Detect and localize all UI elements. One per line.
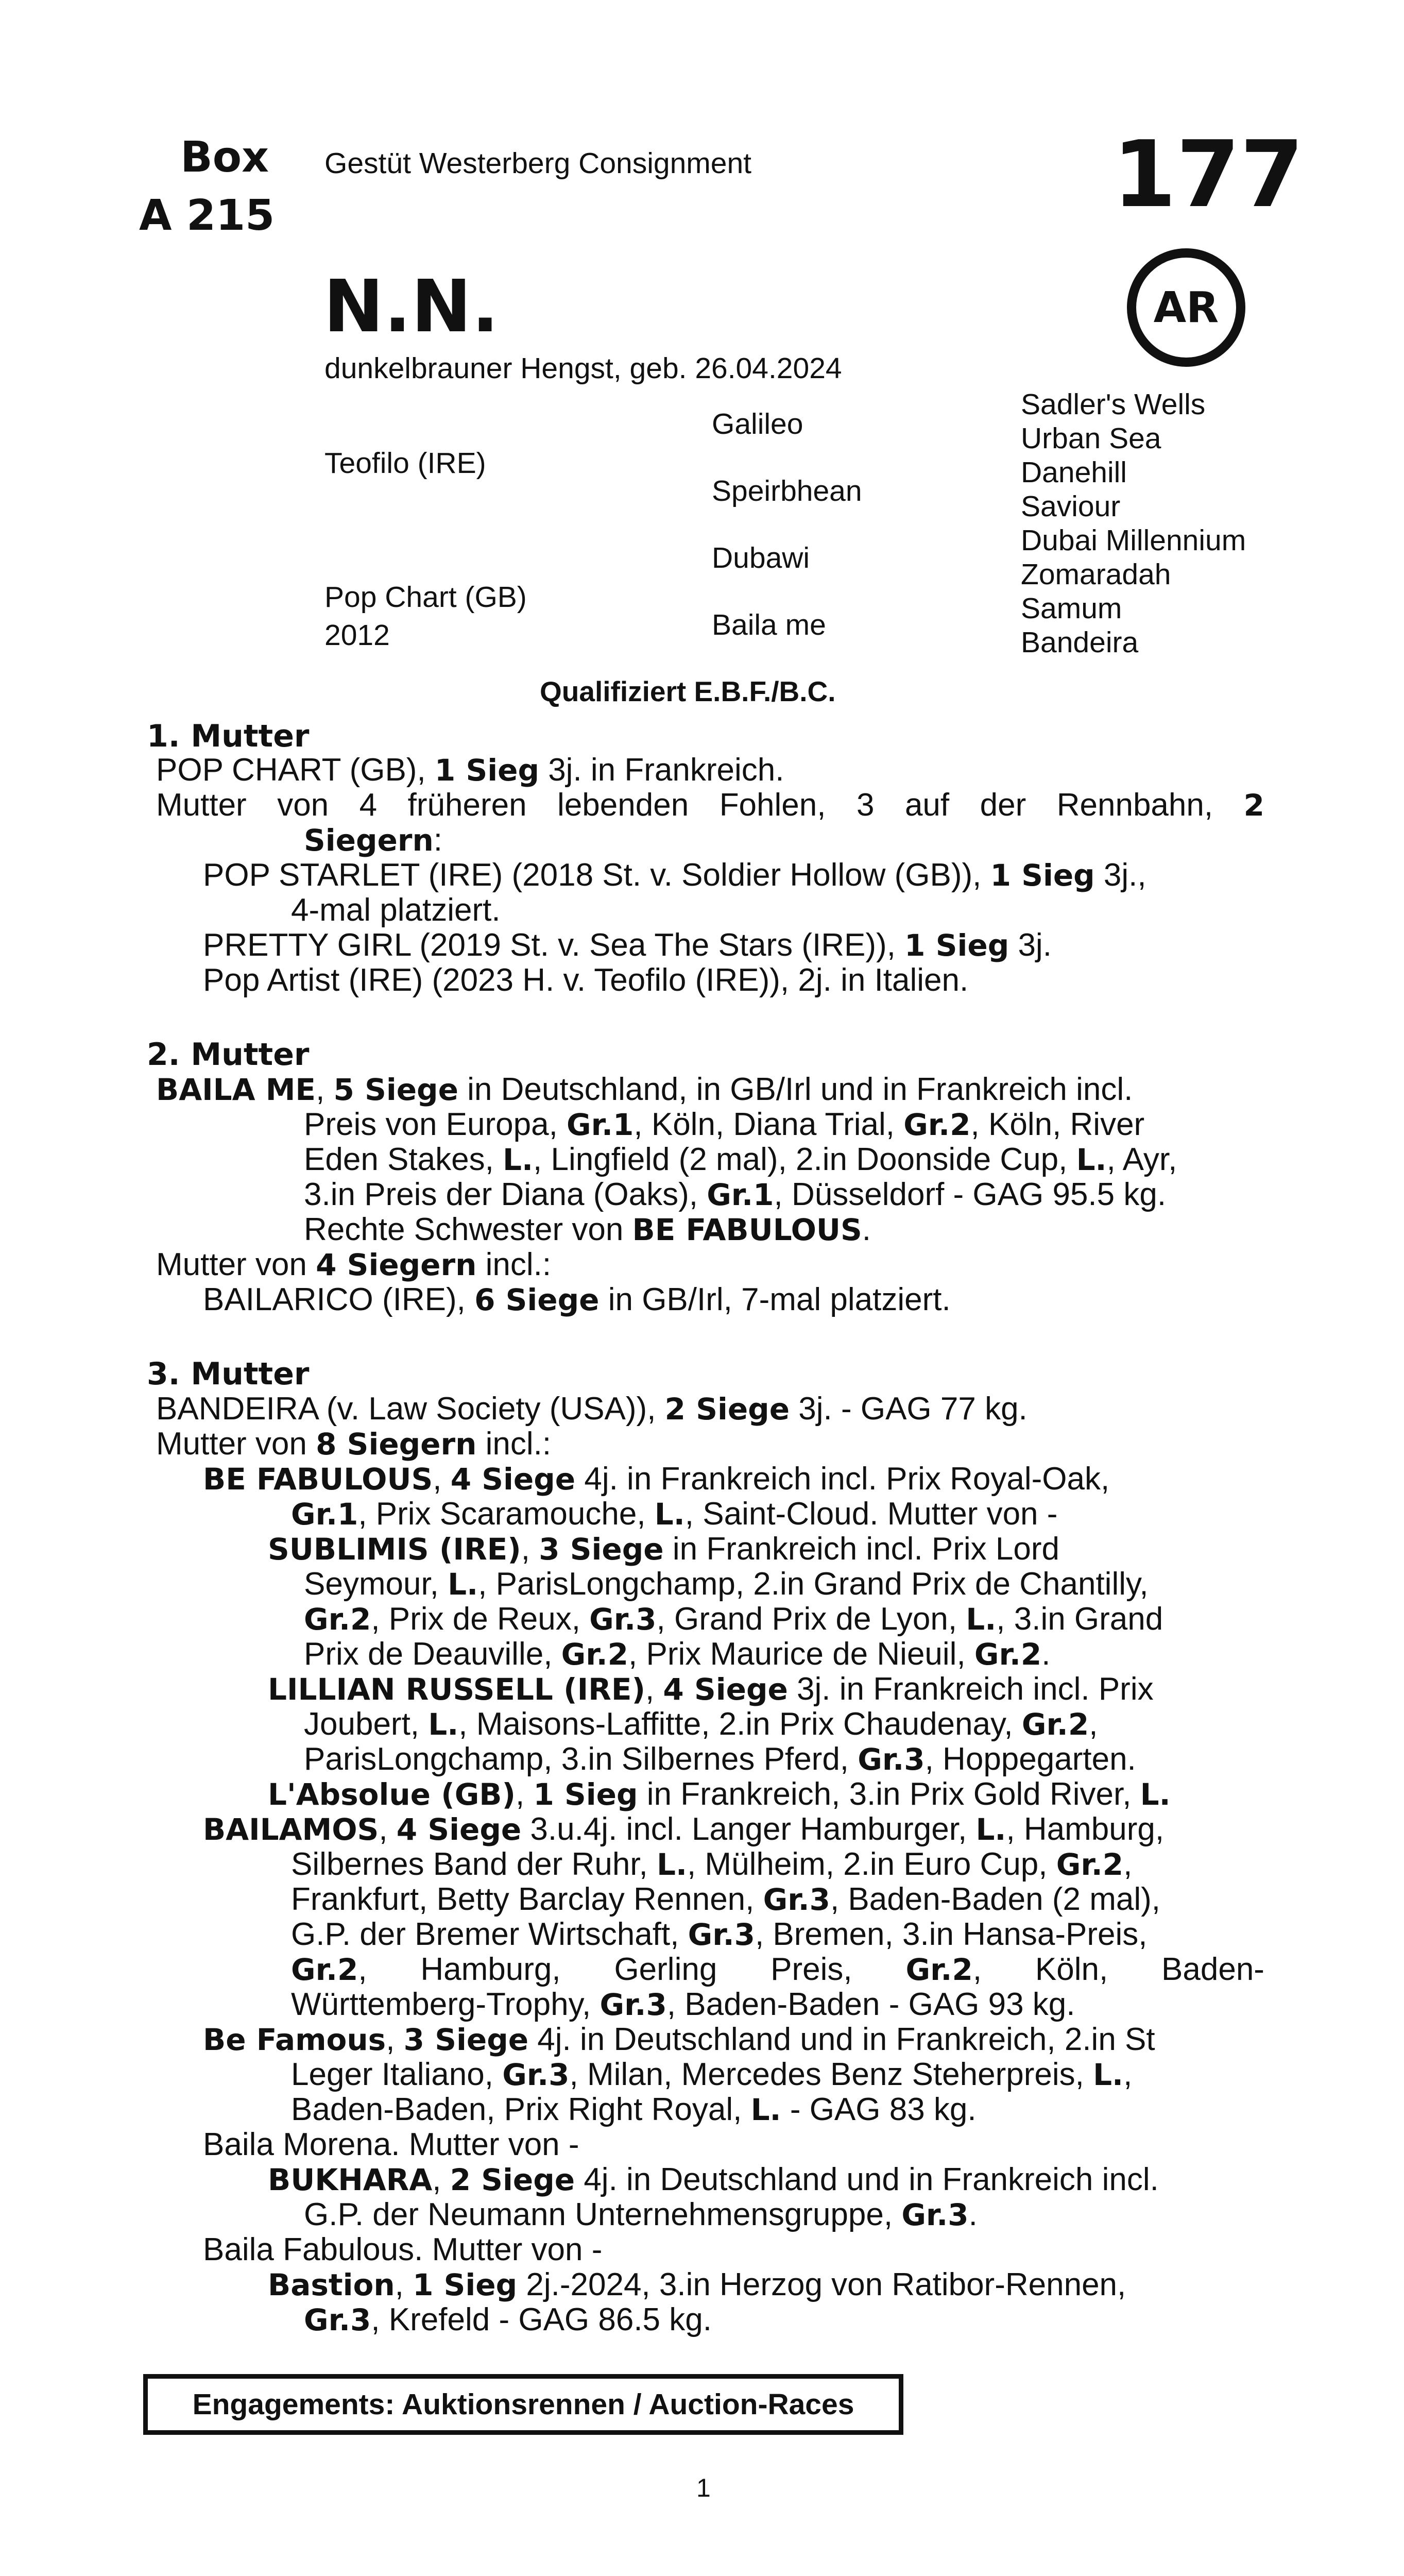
text-line: Leger Italiano, Gr.3, Milan, Mercedes Benz Steherpreis, L., (291, 2057, 1133, 2092)
text-line: POP CHART (GB), 1 Sieg 3j. in Frankreich. (156, 752, 784, 788)
text-line: G.P. der Bremer Wirtschaft, Gr.3, Bremen, 3.in Hansa-Preis, (291, 1917, 1148, 1952)
pedigree-gen3-item: Bandeira (1021, 626, 1139, 659)
pedigree-gen3-item: Zomaradah (1021, 558, 1171, 591)
pedigree-gen2-item: Baila me (712, 608, 826, 641)
pedigree-dam-year: 2012 (324, 619, 390, 652)
text-line: Gr.2, Prix de Reux, Gr.3, Grand Prix de Lyon, L., 3.in Grand (304, 1601, 1163, 1637)
engagements-box: Engagements: Auktionsrennen / Auction-Races (143, 2374, 903, 2435)
text-line: G.P. der Neumann Unternehmensgruppe, Gr.3. (304, 2197, 978, 2232)
text-line: Baden-Baden, Prix Right Royal, L. - GAG 83 kg. (291, 2092, 977, 2127)
text-line: L'Absolue (GB), 1 Sieg in Frankreich, 3.in Prix Gold River, L. (268, 1776, 1171, 1812)
text-line: Seymour, L., ParisLongchamp, 2.in Grand Prix de Chantilly, (304, 1566, 1149, 1602)
section-title: 3. Mutter (147, 1356, 310, 1392)
text-line: Silbernes Band der Ruhr, L., Mülheim, 2.in Euro Cup, Gr.2, (291, 1846, 1133, 1882)
page-number: 1 (696, 2473, 711, 2502)
text-line: BUKHARA, 2 Siege 4j. in Deutschland und in Frankreich incl. (268, 2162, 1159, 2197)
section-title: 2. Mutter (147, 1037, 310, 1073)
horse-name: N.N. (323, 265, 499, 349)
pedigree-sire: Teofilo (IRE) (324, 447, 486, 480)
pedigree-gen2-item: Galileo (712, 408, 803, 440)
text-line: BE FABULOUS, 4 Siege 4j. in Frankreich incl. Prix Royal-Oak, (203, 1461, 1110, 1497)
text-line: Württemberg-Trophy, Gr.3, Baden-Baden - GAG 93 kg. (291, 1987, 1075, 2022)
text-line: 3.in Preis der Diana (Oaks), Gr.1, Düsseldorf - GAG 95.5 kg. (304, 1177, 1167, 1212)
pedigree-gen3-item: Saviour (1021, 490, 1121, 523)
text-line: BAILARICO (IRE), 6 Siege in GB/Irl, 7-mal platziert. (203, 1282, 951, 1317)
text-line: Eden Stakes, L., Lingfield (2 mal), 2.in Doonside Cup, L., Ayr, (304, 1142, 1177, 1177)
text-line: Prix de Deauville, Gr.2, Prix Maurice de Nieuil, Gr.2. (304, 1636, 1051, 1672)
text-line: ParisLongchamp, 3.in Silbernes Pferd, Gr.3, Hoppegarten. (304, 1741, 1136, 1777)
pedigree-gen3-item: Samum (1021, 592, 1122, 625)
text-line: Mutter von 8 Siegern incl.: (156, 1426, 552, 1462)
pedigree-gen3-item: Urban Sea (1021, 422, 1161, 455)
pedigree-gen3-item: Dubai Millennium (1021, 524, 1246, 557)
text-line: POP STARLET (IRE) (2018 St. v. Soldier Hollow (GB)), 1 Sieg 3j., (203, 857, 1146, 893)
section-title: 1. Mutter (147, 718, 310, 754)
text-line: BANDEIRA (v. Law Society (USA)), 2 Siege 3j. - GAG 77 kg. (156, 1391, 1028, 1427)
text-line: Joubert, L., Maisons-Laffitte, 2.in Prix Chaudenay, Gr.2, (304, 1706, 1098, 1742)
text-line: BAILAMOS, 4 Siege 3.u.4j. incl. Langer Hamburger, L., Hamburg, (203, 1811, 1165, 1847)
text-line: SUBLIMIS (IRE), 3 Siege in Frankreich incl. Prix Lord (268, 1531, 1059, 1567)
pedigree-gen3-item: Sadler's Wells (1021, 388, 1206, 421)
text-line: Bastion, 1 Sieg 2j.-2024, 3.in Herzog von Ratibor-Rennen, (268, 2267, 1126, 2302)
text-line: 4-mal platziert. (291, 892, 501, 928)
text-line: Pop Artist (IRE) (2023 H. v. Teofilo (IRE)), 2j. in Italien. (203, 962, 969, 998)
text-line: Rechte Schwester von BE FABULOUS. (304, 1212, 871, 1247)
text-line: Gr.1, Prix Scaramouche, L., Saint-Cloud. Mutter von - (291, 1496, 1058, 1532)
text-line: Baila Fabulous. Mutter von - (203, 2232, 603, 2267)
box-label: Box (180, 133, 269, 182)
pedigree-dam: Pop Chart (GB) (324, 581, 527, 614)
text-line: BAILA ME, 5 Siege in Deutschland, in GB/Irl und in Frankreich incl. (156, 1072, 1133, 1107)
box-number: A 215 (139, 191, 275, 240)
text-line: Mutter von 4 Siegern incl.: (156, 1247, 552, 1282)
lot-number: 177 (1112, 121, 1304, 228)
ar-badge: AR (1127, 248, 1245, 367)
pedigree-gen2-item: Speirbhean (712, 474, 862, 507)
text-line: Siegern: (304, 822, 442, 858)
text-line: Be Famous, 3 Siege 4j. in Deutschland und in Frankreich, 2.in St (203, 2022, 1155, 2057)
text-line-justified: Mutter von 4 früheren lebenden Fohlen, 3 auf der Rennbahn, 2 (156, 787, 1264, 823)
horse-description: dunkelbrauner Hengst, geb. 26.04.2024 (324, 352, 842, 385)
consignor: Gestüt Westerberg Consignment (324, 147, 752, 180)
text-line-justified: Gr.2, Hamburg, Gerling Preis, Gr.2, Köln, Baden- (291, 1952, 1264, 1987)
text-line: Baila Morena. Mutter von - (203, 2127, 579, 2162)
text-line: Gr.3, Krefeld - GAG 86.5 kg. (304, 2302, 712, 2337)
text-line: Preis von Europa, Gr.1, Köln, Diana Trial, Gr.2, Köln, River (304, 1107, 1145, 1142)
text-line: LILLIAN RUSSELL (IRE), 4 Siege 3j. in Frankreich incl. Prix (268, 1671, 1154, 1707)
pedigree-gen3-item: Danehill (1021, 456, 1127, 489)
pedigree-gen2-item: Dubawi (712, 541, 810, 574)
text-line: Frankfurt, Betty Barclay Rennen, Gr.3, Baden-Baden (2 mal), (291, 1882, 1160, 1917)
qualification: Qualifiziert E.B.F./B.C. (540, 675, 836, 707)
text-line: PRETTY GIRL (2019 St. v. Sea The Stars (IRE)), 1 Sieg 3j. (203, 927, 1052, 963)
